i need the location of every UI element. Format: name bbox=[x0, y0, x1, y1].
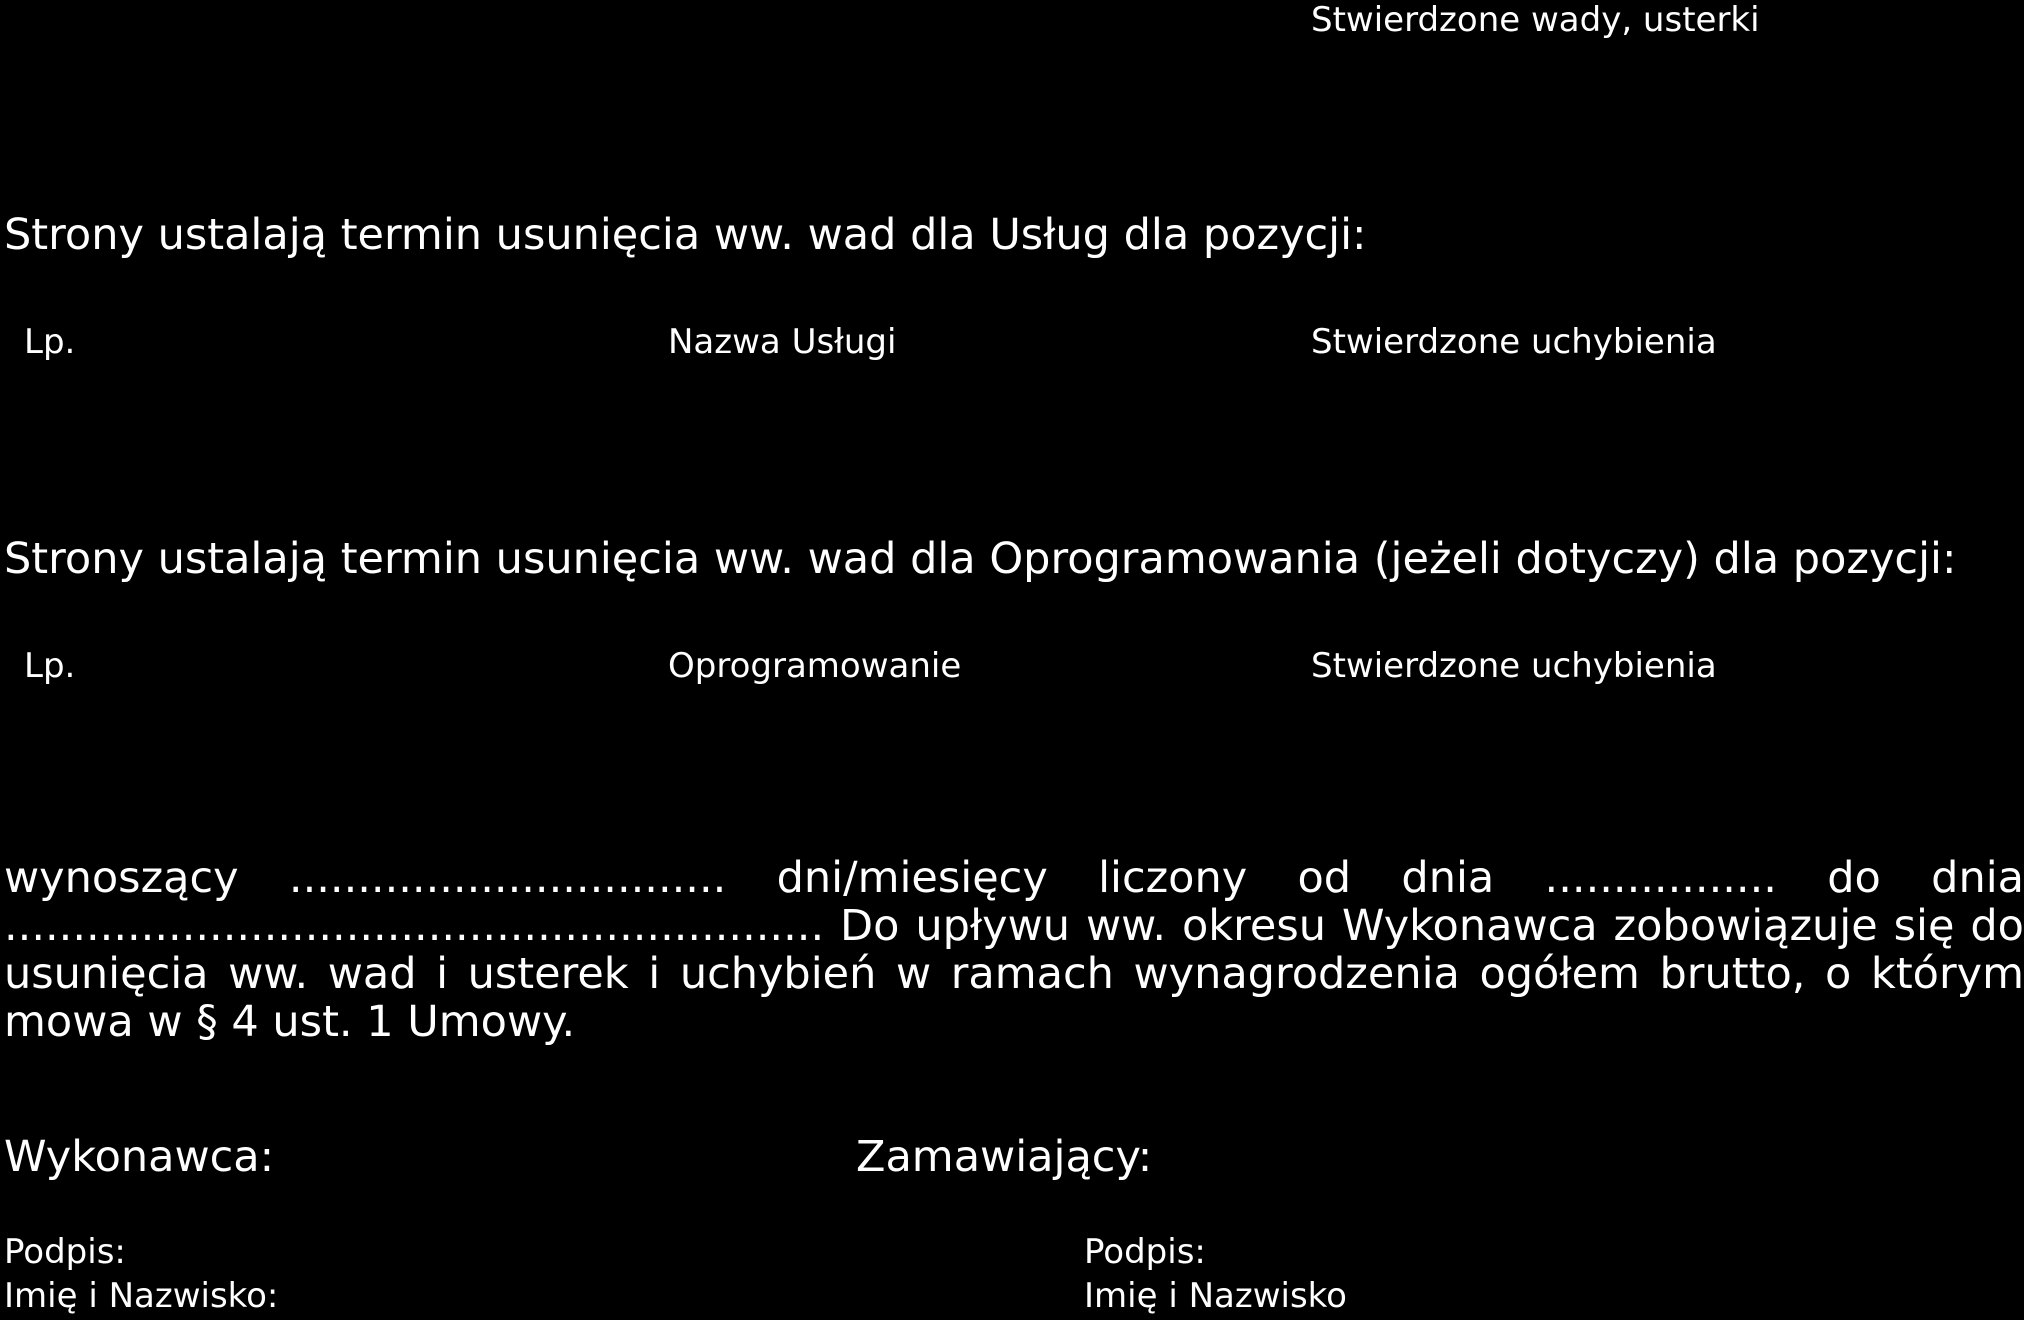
client-signature-field: Podpis: bbox=[1084, 1232, 1206, 1272]
client-label: Zamawiający: bbox=[856, 1132, 1153, 1182]
client-name-field: Imię i Nazwisko bbox=[1084, 1276, 1347, 1316]
services-lp-header: Lp. bbox=[24, 322, 76, 362]
contractor-name-field: Imię i Nazwisko: bbox=[4, 1276, 279, 1316]
software-name-header: Oprogramowanie bbox=[668, 646, 962, 686]
software-lp-header: Lp. bbox=[24, 646, 76, 686]
software-deadline-intro: Strony ustalają termin usunięcia ww. wad dla Oprogramowania (jeżeli dotyczy) dla pozycji: bbox=[4, 534, 1957, 584]
software-shortcomings-header: Stwierdzone uchybienia bbox=[1311, 646, 1717, 686]
contractor-signature-field: Podpis: bbox=[4, 1232, 126, 1272]
term-paragraph: wynoszący ................................ dni/miesięcy liczony od dnia ................. do dnia ............................................................ Do upływu ww. okresu Wykonawca zobowiązuje się do usunięcia ww. wad i usterek i uchybień w ramach wynagrodzenia ogółem brutto, o którym mowa w § 4 ust. 1 Umowy. bbox=[4, 853, 2024, 1047]
contractor-label: Wykonawca: bbox=[4, 1132, 275, 1182]
services-deadline-intro: Strony ustalają termin usunięcia ww. wad dla Usług dla pozycji: bbox=[4, 210, 1367, 260]
services-name-header: Nazwa Usługi bbox=[668, 322, 897, 362]
defects-column-header: Stwierdzone wady, usterki bbox=[1311, 0, 1760, 40]
services-shortcomings-header: Stwierdzone uchybienia bbox=[1311, 322, 1717, 362]
